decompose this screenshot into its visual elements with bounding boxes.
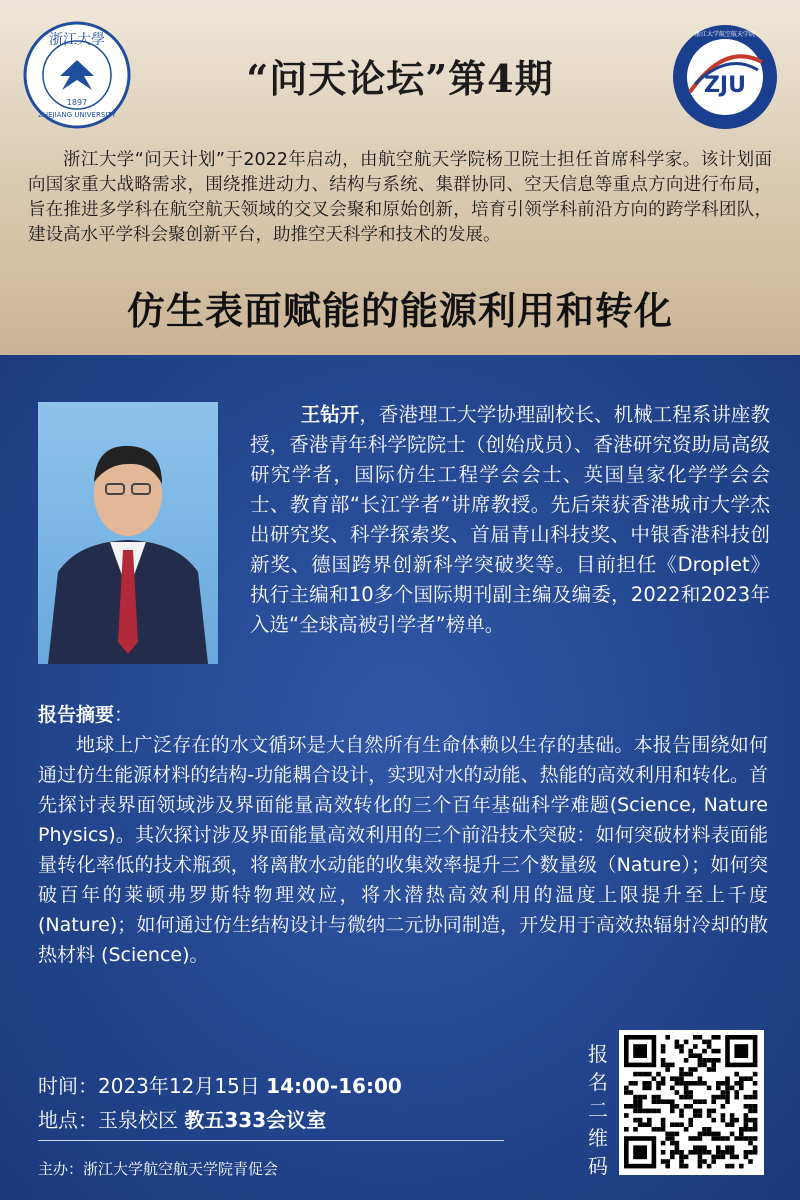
speaker-portrait-illustration (38, 402, 218, 664)
forum-title: “问天论坛”第4期 (246, 56, 554, 101)
svg-text:ZHEJIANG UNIVERSITY: ZHEJIANG UNIVERSITY (38, 111, 116, 119)
aerospace-school-logo (670, 22, 780, 132)
abstract-text: 地球上广泛存在的水文循环是大自然所有生命体赖以生存的基础。本报告围绕如何通过仿生能源材料的结构-功能耦合设计，实现对水的动能、热能的高效利用和转化。首先探讨表界面领域涉及界面能量高效转化的三个百年基础科学难题(Science, Nature Physics)。其次探讨涉及界面能量高效利用的三个前沿技术突破：如何突破材料表面能量转化率低的技术瓶颈，将离散水动能的收集效率提升三个数量级（Nature）；如何突破百年的莱顿弗罗斯特物理效应，将水潜热高效利用的温度上限提升至上千度(Nature)；如何通过仿生结构设计与微纳二元协同制造，开发用于高效热辐射冷却的散热材料 (Science)。 (38, 734, 768, 966)
speaker-bio (250, 400, 770, 640)
abstract-label-colon: ： (114, 704, 134, 726)
svg-text:1897: 1897 (66, 98, 88, 107)
speaker-name: 王钻开 (300, 403, 360, 426)
svg-text:浙江大學: 浙江大學 (49, 32, 105, 48)
qr-label: 报名二维码 (588, 1042, 608, 1178)
abstract-label (38, 700, 133, 727)
program-intro: 浙江大学“问天计划”于2022年启动，由航空航天学院杨卫院士担任首席科学家。该计划面向国家重大战略需求，围绕推进动力、结构与系统、集群协同、空天信息等重点方向进行布局，旨在推进多学科在航空航天领域的交叉会聚和原始创新，培育引领学科前沿方向的跨学科团队，建设高水平学科会聚创新平台，助推空天科学和技术的发展。 (28, 150, 772, 245)
talk-title: 仿生表面赋能的能源利用和转化 (126, 289, 673, 333)
registration-qr-code[interactable] (619, 1030, 764, 1175)
speaker-bio-text: ，香港理工大学协理副校长、机械工程系讲座教授，香港青年科学院院士（创始成员）、香港研究资助局高级研究学者，国际仿生工程学会会士、英国皇家化学学会会士、教育部“长江学者”讲席教授。先后荣获香港城市大学杰出研究奖、科学探索奖、首届青山科技奖、中银香港科技创新奖、德国跨界创新科学突破奖等。目前担任《Droplet》执行主编和10多个国际期刊副主编及编委，2022和2023年入选“全球高被引学者”榜单。 (250, 403, 770, 636)
organizer: 主办：浙江大学航空航天学院青促会 (38, 1160, 279, 1178)
zhejiang-university-logo (22, 20, 132, 130)
time-label: 时间： (38, 1074, 98, 1098)
place-label: 地点： (38, 1108, 98, 1132)
event-date: 2023年12月15日 (98, 1074, 267, 1098)
event-room: 教五333会议室 (184, 1108, 327, 1132)
event-time (38, 1070, 402, 1099)
event-campus: 玉泉校区 (98, 1108, 185, 1132)
speaker-photo (38, 402, 218, 664)
event-hours: 14:00-16:00 (266, 1074, 402, 1098)
abstract-label-text: 报告摘要 (38, 704, 115, 726)
footer-divider (38, 1140, 504, 1141)
svg-text:ZJU: ZJU (703, 73, 747, 98)
qr-code-icon (619, 1030, 764, 1175)
svg-text:浙江大学航空航天学院: 浙江大学航空航天学院 (694, 31, 756, 38)
header-panel (0, 0, 800, 355)
event-place (38, 1104, 326, 1133)
